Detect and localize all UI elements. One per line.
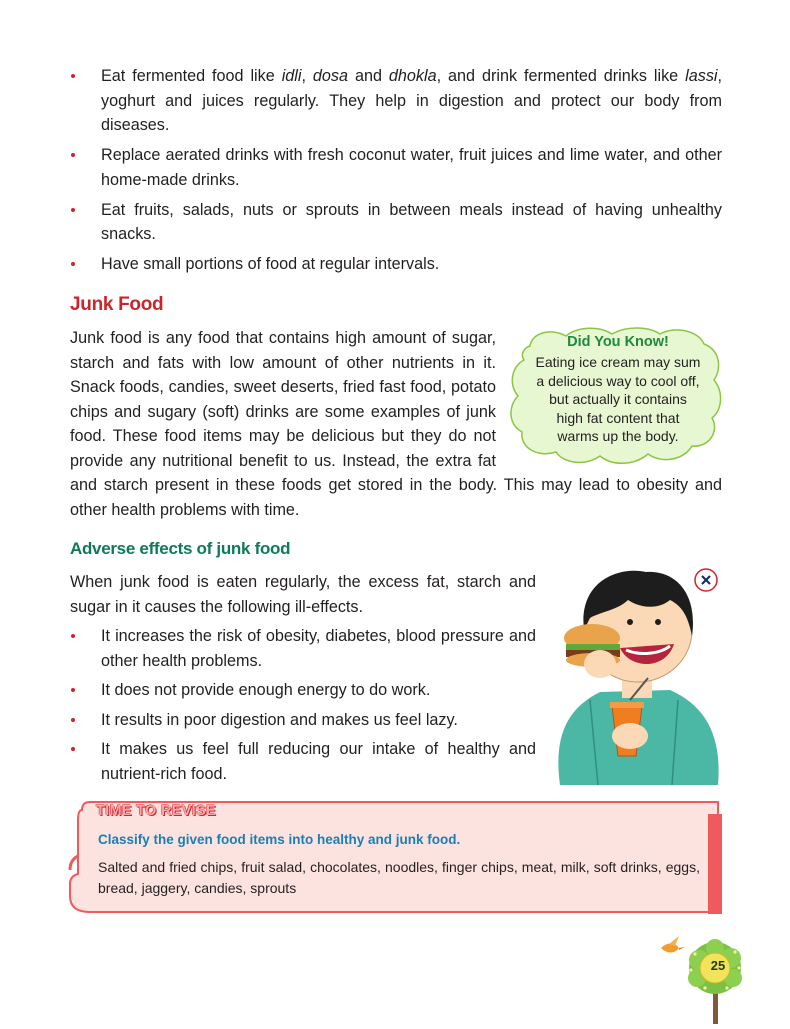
page-number: 25 xyxy=(710,958,726,973)
adverse-effects-intro: When junk food is eaten regularly, the excess fat, starch and sugar in it causes the following ill-effects. xyxy=(70,573,536,616)
did-you-know-line: Eating ice cream may sum xyxy=(535,354,701,370)
text-segment: Have small portions of food at regular intervals. xyxy=(101,255,440,273)
list-item: It does not provide enough energy to do work. xyxy=(70,678,536,703)
did-you-know-bubble xyxy=(508,326,726,468)
did-you-know-line: a delicious way to cool off, xyxy=(536,372,700,389)
did-you-know-line: warms up the body. xyxy=(557,428,679,444)
italic-term: lassi xyxy=(685,67,718,85)
time-to-revise-title: TIME TO REVISE xyxy=(96,803,216,819)
text-segment: , and drink fermented drinks like xyxy=(436,67,686,85)
italic-term: dhokla xyxy=(388,67,437,85)
bird-icon xyxy=(661,936,685,953)
did-you-know-text xyxy=(526,331,710,446)
text-segment: Eat fermented food like xyxy=(101,67,282,85)
list-item xyxy=(70,198,722,247)
junk-food-paragraph-text: Junk food is any food that contains high amount of sugar, starch and fats with low amount of other nutrients in it. Snack foods, candies, sweet deserts, fried fast food, potato chips and sugary (soft) drinks are some examples of junk food. These food items may be delicious but they do not provide any nutritional benefit to us. Instead, the extra fat and starch present in these foods get stored in the body. This may lead to obesity and other health problems with time. xyxy=(70,329,722,519)
list-item: It makes us feel full reducing our intake of healthy and nutrient-rich food. xyxy=(70,737,536,786)
text-segment: , yoghurt and juices regularly. They help in digestion and protect our body from diseases. xyxy=(101,67,723,134)
list-item: It results in poor digestion and makes us feel lazy. xyxy=(70,708,536,733)
list-item xyxy=(70,64,722,138)
text-segment: Replace aerated drinks with fresh coconut water, fruit juices and lime water, and other home-made drinks. xyxy=(101,146,722,189)
italic-term: dosa xyxy=(312,67,349,85)
did-you-know-line: high fat content that xyxy=(556,409,680,426)
text-segment: and xyxy=(348,67,389,85)
adverse-effects-list xyxy=(70,624,536,791)
revise-food-items: Salted and fried chips, fruit salad, chocolates, noodles, finger chips, meat, milk, soft drinks, eggs, bread, jaggery, candies, sprouts xyxy=(98,859,700,896)
text-segment: , xyxy=(301,67,313,85)
did-you-know-line: but actually it contains xyxy=(549,391,687,407)
cross-mark-icon xyxy=(695,569,717,591)
revise-question: Classify the given food items into healthy and junk food. xyxy=(98,832,461,847)
italic-term: idli xyxy=(281,67,302,85)
junk-food-heading: Junk Food xyxy=(70,294,164,315)
boy-eating-burger-illustration xyxy=(550,560,725,790)
text-segment: Eat fruits, salads, nuts or sprouts in between meals instead of having unhealthy snacks. xyxy=(101,200,722,243)
did-you-know-title: Did You Know! xyxy=(567,334,669,350)
tree-icon xyxy=(655,932,755,1024)
list-item: It increases the risk of obesity, diabetes, blood pressure and other health problems. xyxy=(70,624,536,673)
adverse-effects-heading: Adverse effects of junk food xyxy=(70,539,291,558)
intro-bullet-list xyxy=(70,64,722,282)
list-item xyxy=(70,143,722,192)
list-item xyxy=(70,252,722,277)
